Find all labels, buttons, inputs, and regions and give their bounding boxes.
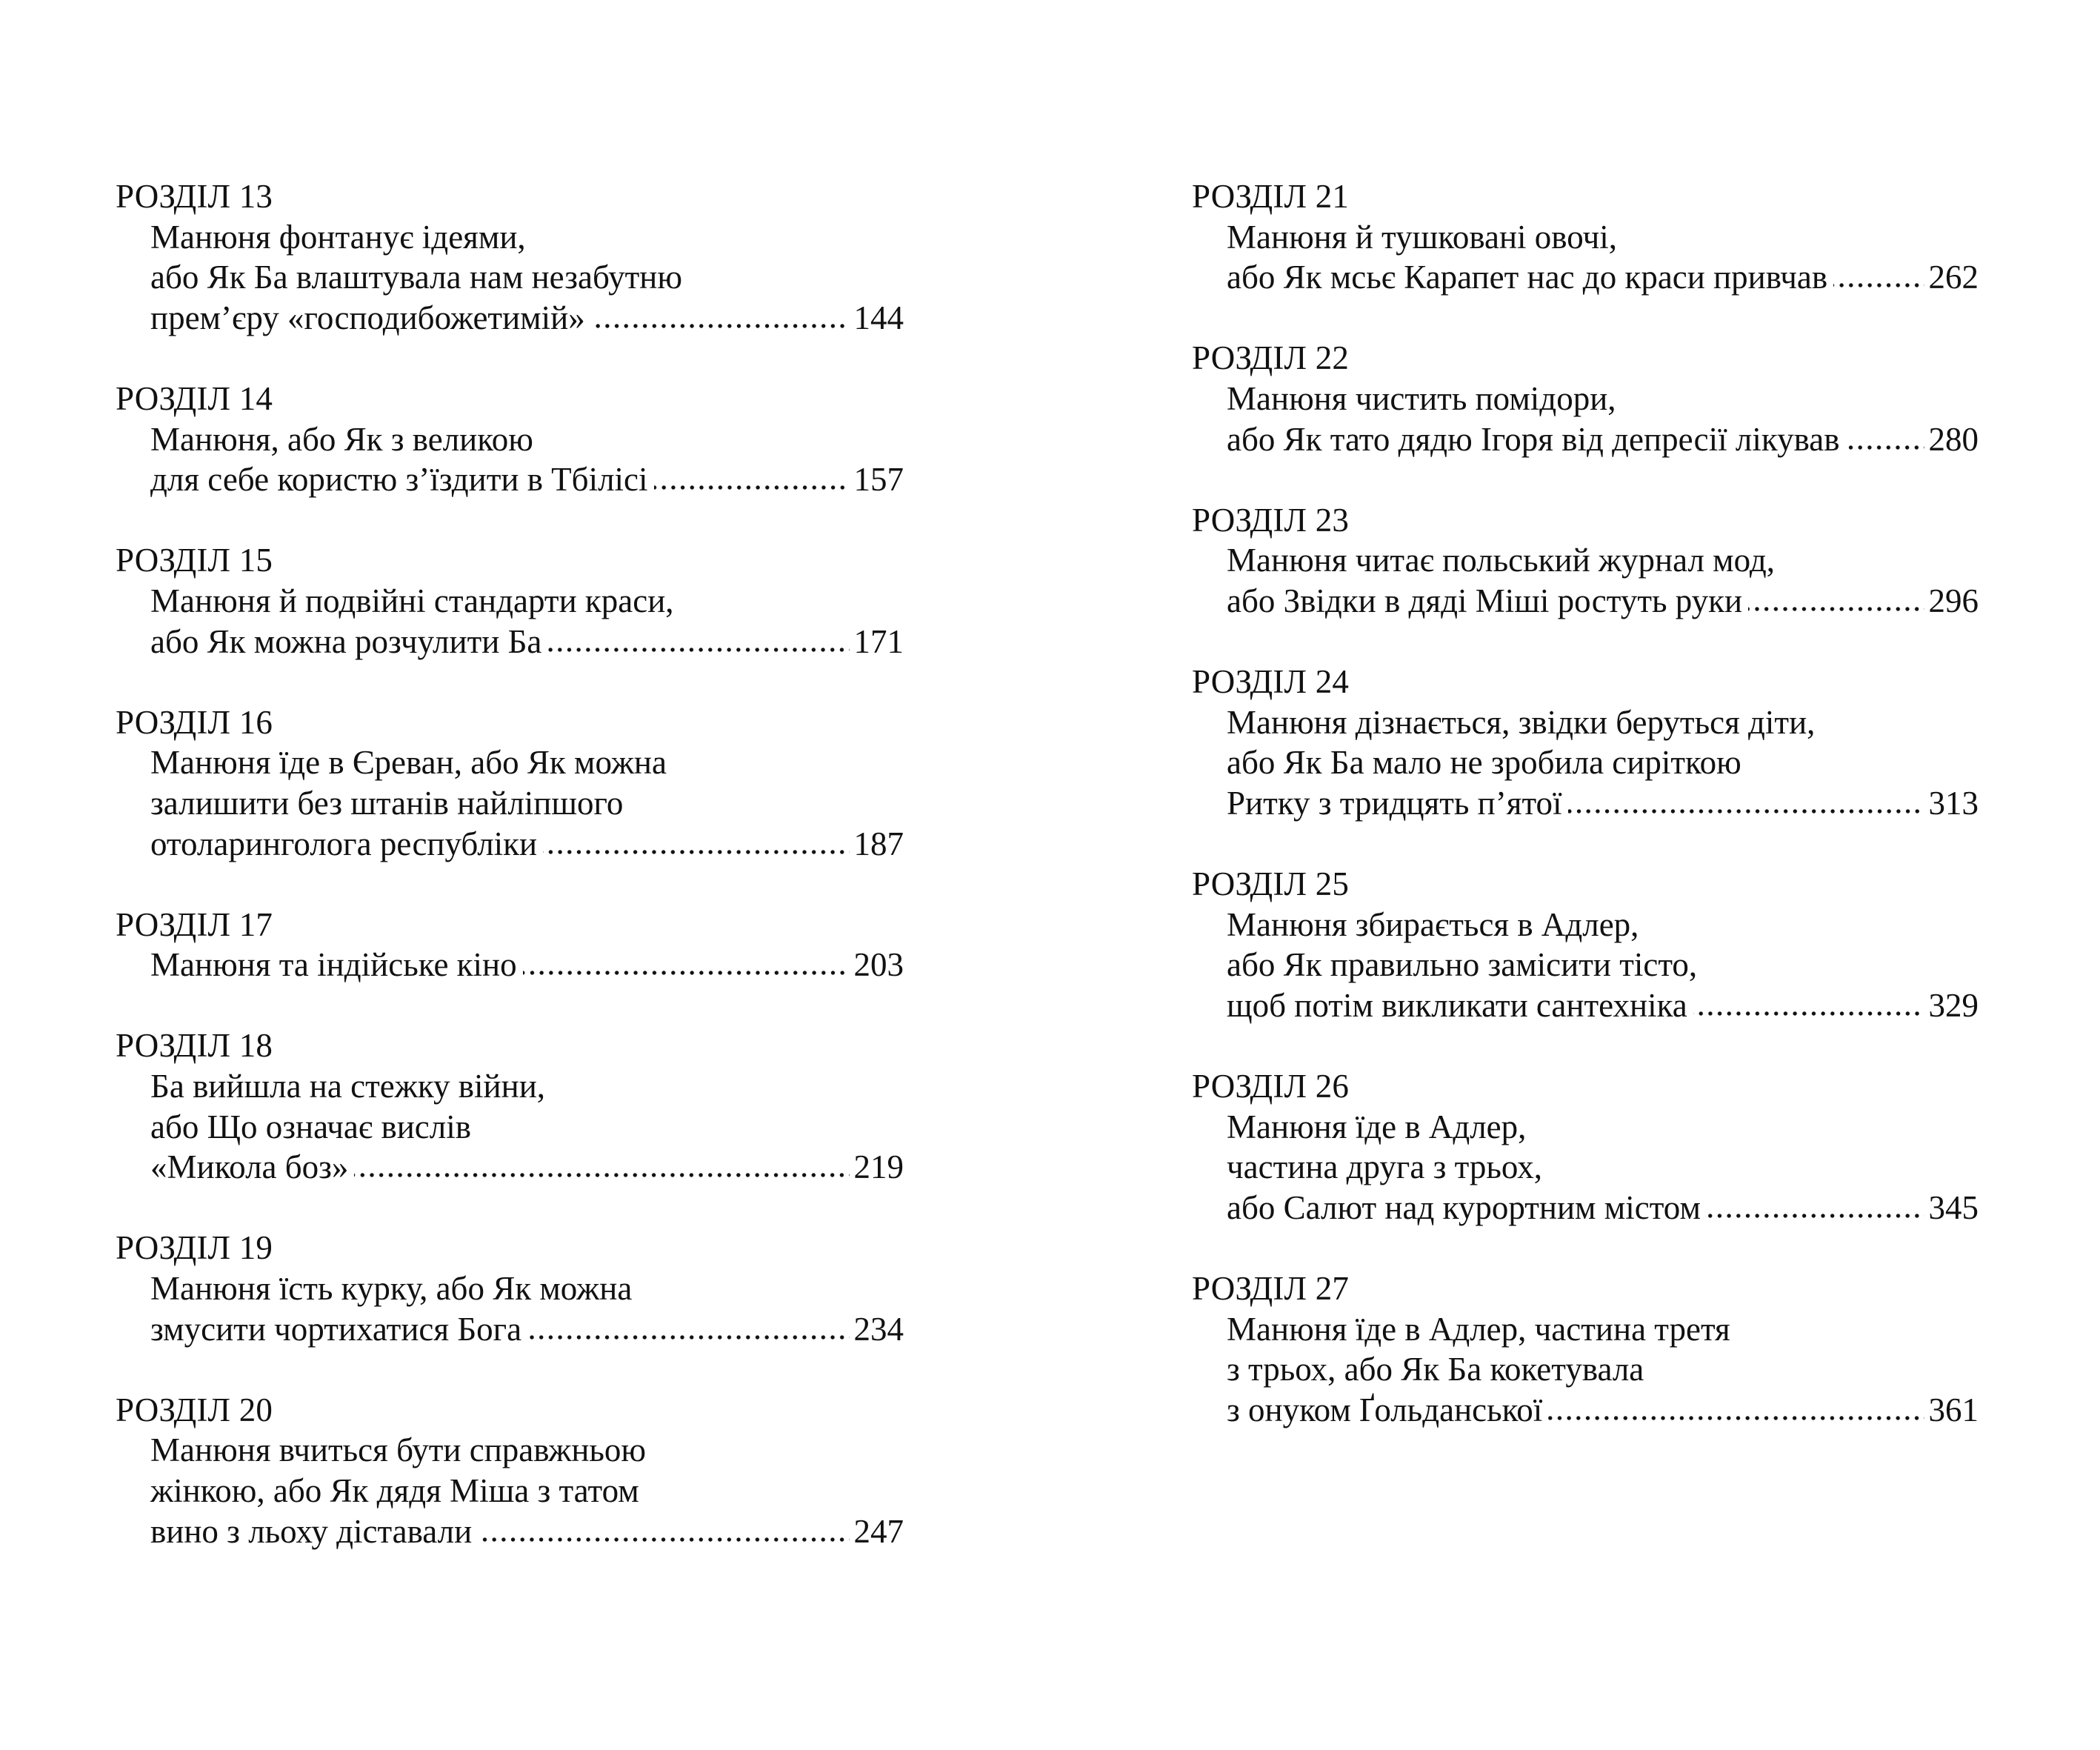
chapter-title-text: жінкою, або Як дядя Міша з татом: [150, 1472, 639, 1509]
chapter-title-text: Манюня збирається в Адлер,: [1227, 905, 1639, 943]
dot-leader: [527, 1335, 849, 1341]
toc-entry-link[interactable]: [116, 459, 904, 500]
chapter-title-line: [116, 581, 904, 622]
chapter-title-line: [1192, 945, 1979, 985]
chapter-title-text: або Як тато дядю Ігоря від депресії лікував: [1227, 420, 1840, 458]
chapter-title-text: Ритку з тридцять п’ятої: [1227, 784, 1562, 822]
toc-section: [1192, 176, 1979, 298]
dot-leader: [1833, 283, 1924, 289]
dot-leader: [1748, 607, 1924, 613]
toc-right-column: [1192, 176, 1979, 1430]
chapter-title-text: або Салют над курортним містом: [1227, 1188, 1701, 1226]
chapter-title-line: [1192, 379, 1979, 419]
toc-section: [116, 379, 904, 500]
toc-section: [116, 905, 904, 985]
toc-entry-link[interactable]: [116, 945, 904, 985]
chapter-title-text: або Як Ба влаштувала нам незабутню: [150, 259, 683, 296]
chapter-title-text: прем’єру «господибожетимій»: [150, 299, 585, 336]
chapter-title-line: [116, 1107, 904, 1148]
toc-entry-link[interactable]: [116, 1309, 904, 1350]
chapter-heading: РОЗДІЛ 24: [1192, 663, 1350, 701]
chapter-title-text: змусити чортихатися Бога: [150, 1310, 522, 1348]
toc-entry-link[interactable]: [1192, 419, 1979, 460]
chapter-title-text: Манюня чистить помідори,: [1227, 379, 1616, 417]
chapter-title-text: з трьох, або Як Ба кокетувала: [1227, 1351, 1644, 1388]
dot-leader: [354, 1173, 849, 1179]
chapter-title-text: або Як мсьє Карапет нас до краси привчав: [1227, 259, 1828, 296]
page-number[interactable]: 345: [1928, 1188, 1979, 1226]
dot-leader: [1568, 809, 1924, 815]
chapter-title-text: або Що означає вислів: [150, 1108, 471, 1145]
toc-section: [116, 540, 904, 662]
toc-section: [1192, 662, 1979, 823]
dot-leader: [543, 850, 849, 856]
chapter-heading: РОЗДІЛ 15: [116, 542, 273, 579]
chapter-title-text: залишити без штанів найліпшого: [150, 784, 624, 822]
toc-entry-link[interactable]: [116, 622, 904, 662]
toc-section: [116, 1228, 904, 1349]
dot-leader: [1707, 1214, 1924, 1220]
chapter-title-text: Манюня дізнається, звідки беруться діти,: [1227, 703, 1816, 741]
chapter-title-line: [1192, 702, 1979, 743]
toc-entry-link[interactable]: [1192, 1390, 1979, 1431]
toc-entry-link[interactable]: [116, 1147, 904, 1188]
toc-entry-link[interactable]: [116, 824, 904, 865]
chapter-heading: РОЗДІЛ 20: [116, 1391, 273, 1428]
toc-entry-link[interactable]: [1192, 783, 1979, 824]
chapter-title-text: з онуком Ґольданської: [1227, 1391, 1543, 1428]
chapter-heading: РОЗДІЛ 21: [1192, 178, 1350, 215]
chapter-title-text: щоб потім викликати сантехніка: [1227, 986, 1687, 1024]
page-number[interactable]: 329: [1928, 986, 1979, 1024]
chapter-title-line: [116, 1471, 904, 1511]
dot-leader: [591, 324, 850, 330]
dot-leader: [1845, 445, 1924, 451]
chapter-title-line: [1192, 540, 1979, 581]
chapter-title-line: [116, 419, 904, 460]
page-number[interactable]: 262: [1928, 259, 1979, 296]
toc-section: [116, 176, 904, 338]
chapter-heading: РОЗДІЛ 26: [1192, 1068, 1350, 1105]
chapter-title-text: Манюня й подвійні стандарти краси,: [150, 582, 674, 619]
chapter-title-line: [116, 217, 904, 258]
chapter-title-text: Ба вийшла на стежку війни,: [150, 1068, 546, 1105]
chapter-title-line: [1192, 1309, 1979, 1350]
toc-section: [1192, 864, 1979, 1025]
chapter-title-text: Манюня їде в Адлер,: [1227, 1108, 1527, 1145]
chapter-title-line: [1192, 217, 1979, 258]
toc-entry-link[interactable]: [1192, 257, 1979, 298]
chapter-title-text: Манюня їде в Єреван, або Як можна: [150, 744, 667, 782]
chapter-title-text: вино з льоху діставали: [150, 1512, 473, 1550]
chapter-title-text: Манюня й тушковані овочі,: [1227, 218, 1617, 256]
chapter-heading: РОЗДІЛ 23: [1192, 501, 1350, 539]
page-number[interactable]: 296: [1928, 582, 1979, 619]
dot-leader: [1693, 1011, 1924, 1017]
chapter-title-text: або Як Ба мало не зробила сиріткою: [1227, 744, 1741, 782]
page-number[interactable]: 280: [1928, 420, 1979, 458]
toc-section: [1192, 1268, 1979, 1430]
chapter-title-text: Манюня фонтанує ідеями,: [150, 218, 526, 256]
chapter-heading: РОЗДІЛ 25: [1192, 865, 1350, 903]
chapter-heading: РОЗДІЛ 19: [116, 1229, 273, 1267]
toc-section: [1192, 500, 1979, 622]
page-number[interactable]: 313: [1928, 784, 1979, 822]
chapter-title-text: Манюня їсть курку, або Як можна: [150, 1270, 633, 1308]
chapter-title-text: або Як правильно замісити тісто,: [1227, 946, 1698, 984]
chapter-title-text: «Микола боз»: [150, 1148, 349, 1186]
page-number[interactable]: 157: [853, 461, 904, 499]
dot-leader: [654, 485, 850, 491]
toc-entry-link[interactable]: [1192, 985, 1979, 1026]
chapter-title-line: [116, 783, 904, 824]
toc-section: [116, 1390, 904, 1551]
chapter-heading: РОЗДІЛ 13: [116, 178, 273, 215]
toc-section: [116, 1025, 904, 1187]
toc-entry-link[interactable]: [1192, 581, 1979, 622]
chapter-title-text: Манюня та індійське кіно: [150, 946, 517, 984]
chapter-title-line: [116, 1268, 904, 1309]
dot-leader: [478, 1537, 849, 1543]
toc-section: [116, 702, 904, 864]
chapter-title-line: [1192, 1107, 1979, 1148]
chapter-title-line: [1192, 1349, 1979, 1390]
chapter-heading: РОЗДІЛ 27: [1192, 1270, 1350, 1308]
page-number[interactable]: 203: [853, 946, 904, 984]
chapter-title-text: Манюня, або Як з великою: [150, 420, 533, 458]
chapter-title-text: частина друга з трьох,: [1227, 1148, 1543, 1186]
chapter-title-line: [116, 257, 904, 298]
dot-leader: [547, 648, 849, 653]
page-number[interactable]: 247: [853, 1512, 904, 1550]
page-number[interactable]: 361: [1928, 1391, 1979, 1428]
page-number[interactable]: 234: [853, 1310, 904, 1348]
chapter-title-text: для себе користю з’їздити в Тбілісі: [150, 461, 648, 499]
chapter-title-text: отоларинголога республіки: [150, 825, 538, 862]
chapter-heading: РОЗДІЛ 22: [1192, 339, 1350, 377]
toc-entry-link[interactable]: [116, 1511, 904, 1552]
chapter-title-text: Манюня читає польський журнал мод,: [1227, 542, 1775, 579]
chapter-title-line: [1192, 905, 1979, 945]
chapter-title-text: Манюня їде в Адлер, частина третя: [1227, 1310, 1730, 1348]
chapter-heading: РОЗДІЛ 14: [116, 379, 273, 417]
chapter-title-line: [116, 1430, 904, 1471]
toc-left-column: [116, 176, 904, 1551]
dot-leader: [523, 971, 850, 977]
page-number[interactable]: 187: [853, 825, 904, 862]
chapter-title-line: [1192, 1147, 1979, 1188]
chapter-heading: РОЗДІЛ 16: [116, 703, 273, 741]
toc-entry-link[interactable]: [1192, 1188, 1979, 1228]
chapter-title-text: або Як можна розчулити Ба: [150, 622, 542, 660]
chapter-title-line: [116, 742, 904, 783]
chapter-heading: РОЗДІЛ 18: [116, 1027, 273, 1065]
chapter-title-line: [116, 1066, 904, 1107]
toc-section: [1192, 1066, 1979, 1228]
toc-entry-link[interactable]: [116, 298, 904, 339]
chapter-title-text: або Звідки в дяді Міші ростуть руки: [1227, 582, 1743, 619]
page-number[interactable]: 171: [853, 622, 904, 660]
toc-section: [1192, 338, 1979, 459]
page-number[interactable]: 219: [853, 1148, 904, 1186]
chapter-title-line: [1192, 742, 1979, 783]
chapter-heading: РОЗДІЛ 17: [116, 905, 273, 943]
page-number[interactable]: 144: [853, 299, 904, 336]
dot-leader: [1548, 1416, 1924, 1422]
chapter-title-text: Манюня вчиться бути справжньою: [150, 1431, 647, 1469]
